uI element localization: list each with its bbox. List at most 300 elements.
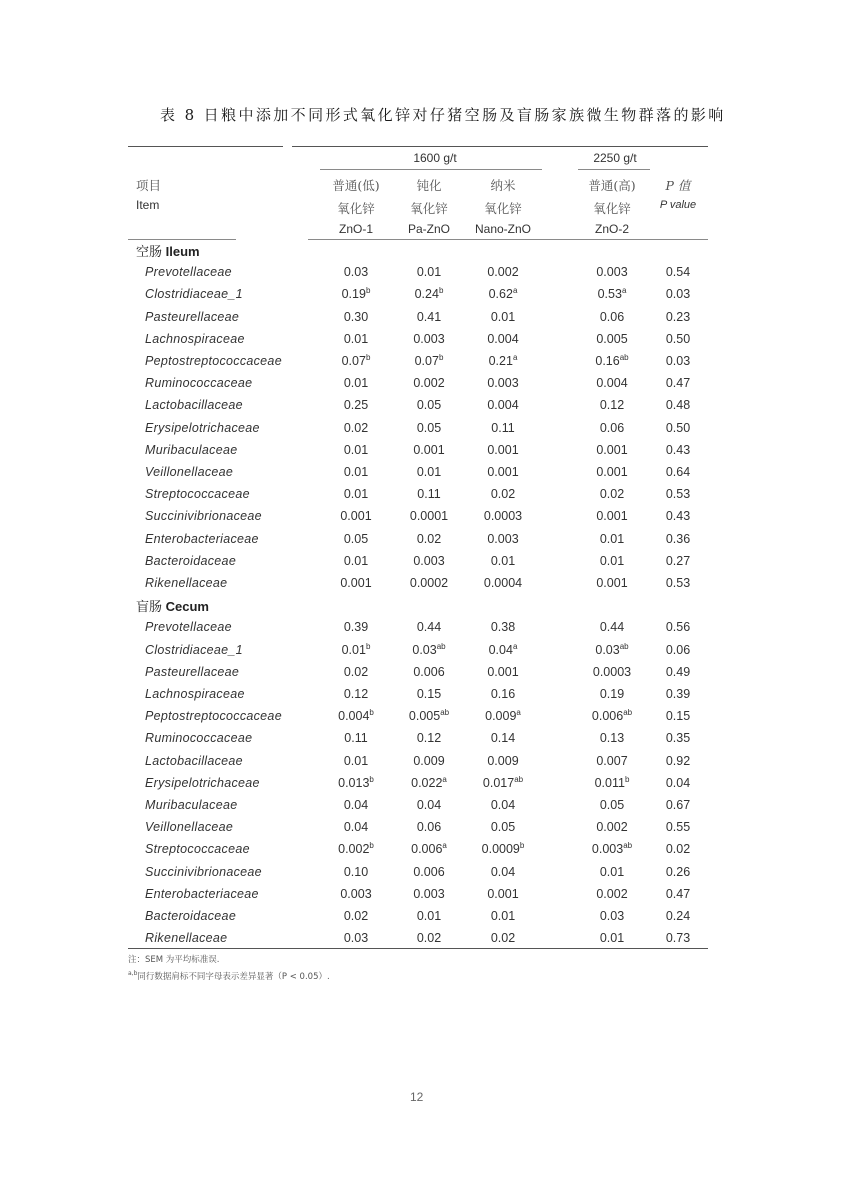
section-label-en: Ileum: [165, 244, 200, 259]
value-cell: [316, 465, 396, 479]
value-cell: [389, 487, 469, 501]
value-cell: [463, 709, 543, 723]
value-cell: [316, 310, 396, 324]
value-cell: [316, 665, 396, 679]
item-header-en: Item: [136, 198, 160, 212]
p-value-cell: 0.47: [665, 886, 691, 901]
family-name: Pasteurellaceae: [145, 309, 240, 324]
value-cell: [389, 665, 469, 679]
table-row: [0, 576, 848, 598]
value-cell: [463, 576, 543, 590]
family-name: Veillonellaceae: [145, 820, 234, 835]
value-cell: [389, 265, 469, 279]
family-name: Lactobacillaceae: [145, 398, 243, 413]
group-rule-1600: [320, 169, 542, 170]
cell-value: 0.01: [599, 864, 625, 879]
table-row: [0, 532, 848, 554]
value-cell: [463, 776, 543, 790]
family-name: Ruminococcaceae: [145, 731, 253, 746]
table-row: [0, 310, 848, 332]
value-cell: [463, 421, 543, 435]
footnote-text: 同行数据肩标不同字母表示差异显著（P < 0.05）.: [137, 972, 330, 982]
cell-value: 0.01: [341, 642, 366, 657]
table-row: [0, 620, 848, 642]
value-cell: [389, 532, 469, 546]
cell-value: 0.0009: [481, 842, 520, 857]
p-value-cell: 0.73: [665, 931, 691, 946]
cell-value: 0.44: [416, 620, 442, 635]
value-cell: [463, 754, 543, 768]
table-row: [0, 865, 848, 887]
cell-value: 0.009: [413, 753, 445, 768]
p-value-cell: 0.92: [665, 753, 691, 768]
cell-value: 0.0004: [483, 576, 523, 590]
value-cell: [389, 887, 469, 901]
cell-value: 0.07: [341, 354, 366, 368]
p-value-cell: 0.55: [665, 820, 691, 835]
cell-value: 0.19: [341, 287, 366, 302]
value-cell: [463, 931, 543, 945]
cell-value: 0.0003: [483, 509, 523, 524]
cell-value: 0.41: [416, 309, 442, 324]
significance-letter: a: [512, 641, 518, 651]
family-name: Lachnospiraceae: [145, 687, 245, 701]
cell-value: 0.001: [340, 509, 372, 524]
p-value-cell: 0.50: [665, 420, 691, 435]
table-row: [0, 465, 848, 487]
value-cell: [389, 731, 469, 745]
significance-letter: b: [438, 353, 444, 362]
p-value-cell: 0.48: [665, 398, 691, 413]
col1-header-cn2: 氧化锌: [337, 201, 375, 216]
cell-value: 0.005: [596, 331, 628, 346]
table-row: [0, 931, 848, 953]
col2-header-cn2: 氧化锌: [410, 201, 448, 216]
family-name: Streptococcaceae: [145, 487, 250, 502]
value-cell: [389, 354, 469, 368]
value-cell: [389, 931, 469, 945]
cell-value: 0.003: [413, 331, 445, 346]
cell-value: 0.0002: [409, 576, 449, 590]
cell-value: 0.13: [599, 731, 625, 746]
cell-value: 0.003: [340, 886, 372, 901]
cell-value: 0.01: [599, 553, 625, 568]
cell-value: 0.01: [343, 442, 369, 457]
cell-value: 0.05: [416, 420, 442, 435]
col3-header-cn1: 纳米: [490, 178, 516, 193]
family-name: Muribaculaceae: [145, 442, 238, 457]
p-value-cell: 0.27: [665, 553, 691, 568]
cell-value: 0.01: [343, 376, 369, 391]
section-header: [136, 596, 209, 615]
cell-value: 0.03: [595, 642, 620, 657]
family-name: Erysipelotrichaceae: [145, 420, 260, 435]
cell-value: 0.002: [596, 820, 628, 835]
significance-letter: a: [512, 353, 518, 362]
table-row: [0, 332, 848, 354]
value-cell: [389, 465, 469, 479]
p-value-cell: 0.06: [665, 642, 691, 657]
significance-letter: ab: [619, 353, 629, 362]
value-cell: [463, 665, 543, 679]
cell-value: 0.05: [343, 531, 369, 546]
cell-value: 0.01: [490, 909, 516, 923]
significance-letter: ab: [623, 708, 633, 718]
significance-letter: b: [369, 841, 374, 851]
significance-letter: ab: [514, 774, 524, 784]
cell-value: 0.009: [487, 753, 519, 768]
value-cell: [316, 576, 396, 590]
family-name: Clostridiaceae_1: [145, 642, 243, 657]
cell-value: 0.003: [591, 842, 624, 857]
cell-value: 0.001: [596, 465, 628, 479]
col2-header-cn1: 钝化: [416, 178, 442, 193]
family-name: Erysipelotrichaceae: [145, 775, 260, 790]
p-value-cell: 0.03: [665, 354, 691, 368]
value-cell: [316, 421, 396, 435]
cell-value: 0.04: [343, 820, 369, 835]
cell-value: 0.02: [490, 487, 516, 502]
family-name: Succinivibrionaceae: [145, 864, 262, 879]
value-cell: [463, 332, 543, 346]
value-cell: [316, 443, 396, 457]
cell-value: 0.01: [490, 309, 516, 324]
value-cell: [316, 820, 396, 834]
value-cell: [389, 687, 469, 701]
cell-value: 0.53: [597, 287, 622, 302]
cell-value: 0.12: [599, 398, 625, 413]
section-label-cn: 盲肠: [136, 600, 163, 616]
significance-letter: b: [369, 708, 374, 718]
table-row: [0, 354, 848, 376]
family-name: Prevotellaceae: [145, 620, 232, 635]
p-value-cell: 0.67: [665, 798, 691, 812]
significance-letter: a: [621, 286, 627, 296]
value-cell: [316, 354, 396, 368]
value-cell: [463, 865, 543, 879]
cell-value: 0.001: [596, 442, 628, 457]
cell-value: 0.01: [343, 553, 369, 568]
cell-value: 0.001: [413, 442, 445, 457]
table-row: [0, 709, 848, 731]
table-row: [0, 820, 848, 842]
cell-value: 0.004: [338, 709, 370, 724]
table-row: [0, 265, 848, 287]
family-name: Veillonellaceae: [145, 465, 234, 479]
bottom-rule: [128, 948, 708, 949]
cell-value: 0.04: [416, 798, 442, 812]
header-rule-right: [308, 239, 708, 240]
table-row: [0, 554, 848, 576]
cell-value: 0.009: [485, 709, 517, 724]
cell-value: 0.001: [340, 576, 372, 590]
cell-value: 0.022: [411, 775, 443, 790]
value-cell: [463, 509, 543, 523]
cell-value: 0.02: [416, 931, 442, 946]
cell-value: 0.04: [488, 642, 513, 657]
value-cell: [463, 398, 543, 412]
value-cell: [463, 487, 543, 501]
table-row: [0, 398, 848, 420]
significance-letter: a: [516, 708, 521, 718]
section-label-en: Cecum: [165, 599, 209, 615]
col1-header-cn1: 普通(低): [332, 178, 380, 193]
value-cell: [389, 376, 469, 390]
cell-value: 0.004: [487, 398, 519, 413]
section-label-cn: 空肠: [136, 245, 163, 260]
value-cell: [316, 554, 396, 568]
cell-value: 0.01: [343, 753, 369, 768]
significance-letter: ab: [623, 841, 633, 851]
cell-value: 0.01: [490, 553, 516, 568]
table-row: [0, 287, 848, 309]
table-row: [0, 731, 848, 753]
family-name: Lachnospiraceae: [145, 331, 245, 346]
value-cell: [463, 798, 543, 812]
cell-value: 0.24: [414, 287, 439, 302]
table-row: [0, 909, 848, 931]
cell-value: 0.003: [487, 376, 519, 391]
cell-value: 0.006: [411, 842, 443, 857]
header-rule-left: [128, 239, 236, 240]
family-name: Streptococcaceae: [145, 842, 250, 857]
p-value-cell: 0.53: [665, 576, 691, 590]
cell-value: 0.25: [343, 398, 369, 413]
value-cell: [316, 487, 396, 501]
cell-value: 0.002: [338, 842, 370, 857]
cell-value: 0.01: [416, 265, 442, 280]
p-value-cell: 0.24: [665, 909, 691, 923]
p-value-cell: 0.64: [665, 465, 691, 479]
p-value-cell: 0.26: [665, 864, 691, 879]
p-value-cell: 0.04: [665, 775, 691, 790]
cell-value: 0.01: [599, 931, 625, 946]
group-header-2250: 2250 g/t: [593, 151, 637, 165]
cell-value: 0.05: [416, 398, 442, 413]
cell-value: 0.12: [416, 731, 442, 746]
col3-header-cn2: 氧化锌: [484, 201, 522, 216]
family-name: Enterobacteriaceae: [145, 531, 259, 546]
cell-value: 0.01: [416, 909, 442, 923]
item-header-cn: 项目: [136, 178, 162, 193]
table-row: [0, 798, 848, 820]
cell-value: 0.003: [596, 265, 628, 280]
value-cell: [389, 865, 469, 879]
value-cell: [316, 532, 396, 546]
col4-header-cn2: 氧化锌: [593, 201, 631, 216]
footnote-sup: a,b: [128, 970, 138, 978]
cell-value: 0.01: [343, 465, 369, 479]
value-cell: [316, 865, 396, 879]
value-cell: [389, 709, 469, 723]
cell-value: 0.38: [490, 620, 516, 635]
value-cell: [463, 842, 543, 856]
table-row: [0, 376, 848, 398]
value-cell: [316, 687, 396, 701]
cell-value: 0.21: [488, 354, 513, 368]
value-cell: [316, 287, 396, 301]
cell-value: 0.02: [343, 420, 369, 435]
p-value-cell: 0.36: [665, 531, 691, 546]
significance-letter: b: [519, 841, 525, 851]
cell-value: 0.006: [413, 664, 445, 679]
p-value-cell: 0.54: [665, 265, 691, 280]
significance-letter: ab: [436, 641, 446, 651]
value-cell: [389, 776, 469, 790]
cell-value: 0.006: [413, 864, 445, 879]
significance-letter: b: [369, 774, 374, 784]
significance-letter: b: [365, 286, 371, 296]
cell-value: 0.30: [343, 309, 369, 324]
cell-value: 0.01: [343, 331, 369, 346]
cell-value: 0.02: [343, 909, 369, 923]
cell-value: 0.007: [596, 753, 628, 768]
p-value-cell: 0.47: [665, 376, 691, 391]
value-cell: [389, 287, 469, 301]
significance-letter: b: [365, 641, 371, 651]
value-cell: [316, 398, 396, 412]
cell-value: 0.003: [487, 531, 519, 546]
p-value-cell: 0.02: [665, 842, 691, 857]
cell-value: 0.01: [343, 487, 369, 502]
family-name: Peptostreptococcaceae: [145, 709, 282, 724]
value-cell: [316, 731, 396, 745]
cell-value: 0.06: [599, 309, 625, 324]
value-cell: [463, 887, 543, 901]
cell-value: 0.02: [490, 931, 516, 946]
footnote-sem: 注：SEM 为平均标准误.: [128, 955, 220, 965]
value-cell: [316, 931, 396, 945]
significance-letter: a: [442, 774, 447, 784]
value-cell: [463, 532, 543, 546]
value-cell: [389, 754, 469, 768]
p-header-en: P value: [659, 199, 697, 211]
value-cell: [316, 620, 396, 634]
cell-value: 0.44: [599, 620, 625, 635]
family-name: Enterobacteriaceae: [145, 886, 259, 901]
cell-value: 0.006: [591, 709, 624, 724]
p-value-cell: 0.43: [665, 509, 691, 524]
table-row: [0, 754, 848, 776]
value-cell: [316, 643, 396, 657]
value-cell: [389, 576, 469, 590]
cell-value: 0.004: [487, 331, 519, 346]
value-cell: [389, 620, 469, 634]
cell-value: 0.03: [343, 931, 369, 946]
value-cell: [389, 820, 469, 834]
family-name: Succinivibrionaceae: [145, 509, 262, 524]
cell-value: 0.14: [490, 731, 516, 746]
cell-value: 0.001: [487, 465, 519, 479]
table-row: [0, 776, 848, 798]
value-cell: [463, 354, 543, 368]
group-rule-2250: [578, 169, 650, 170]
family-name: Rikenellaceae: [145, 576, 228, 590]
cell-value: 0.05: [490, 820, 516, 835]
value-cell: [316, 709, 396, 723]
col2-header-code: Pa-ZnO: [407, 222, 450, 236]
value-cell: [463, 310, 543, 324]
table-row: [0, 443, 848, 465]
col1-header-code: ZnO-1: [338, 222, 373, 236]
value-cell: [463, 554, 543, 568]
cell-value: 0.011: [594, 775, 625, 790]
top-rule-left: [128, 146, 283, 147]
cell-value: 0.07: [414, 354, 439, 368]
value-cell: [389, 509, 469, 523]
value-cell: [316, 776, 396, 790]
p-value-cell: 0.23: [665, 309, 691, 324]
p-value-cell: 0.53: [665, 487, 691, 502]
significance-letter: a: [512, 286, 518, 296]
value-cell: [463, 620, 543, 634]
value-cell: [389, 798, 469, 812]
cell-value: 0.06: [416, 820, 442, 835]
family-name: Rikenellaceae: [145, 931, 228, 946]
value-cell: [463, 376, 543, 390]
value-cell: [389, 421, 469, 435]
significance-letter: ab: [619, 641, 629, 651]
cell-value: 0.02: [599, 487, 625, 502]
value-cell: [389, 398, 469, 412]
cell-value: 0.19: [599, 687, 625, 701]
cell-value: 0.002: [487, 265, 519, 280]
cell-value: 0.003: [413, 553, 445, 568]
col4-header-cn1: 普通(高): [588, 178, 636, 193]
cell-value: 0.0001: [409, 509, 449, 524]
cell-value: 0.12: [343, 687, 369, 701]
value-cell: [316, 887, 396, 901]
cell-value: 0.04: [490, 798, 516, 812]
family-name: Bacteroidaceae: [145, 909, 237, 923]
cell-value: 0.39: [343, 620, 369, 635]
cell-value: 0.0003: [592, 664, 632, 679]
cell-value: 0.005: [408, 709, 441, 724]
cell-value: 0.62: [488, 287, 513, 302]
group-header-1600: 1600 g/t: [413, 151, 457, 165]
table-row: [0, 665, 848, 687]
table-title: 表 8 日粮中添加不同形式氧化锌对仔猪空肠及盲肠家族微生物群落的影响: [160, 106, 726, 124]
family-name: Bacteroidaceae: [145, 553, 237, 568]
family-name: Muribaculaceae: [145, 798, 238, 812]
p-value-cell: 0.39: [665, 687, 691, 701]
cell-value: 0.017: [482, 775, 515, 790]
value-cell: [389, 443, 469, 457]
cell-value: 0.013: [338, 775, 370, 790]
cell-value: 0.03: [412, 642, 437, 657]
footnote-significance: [128, 970, 330, 982]
cell-value: 0.01: [416, 465, 442, 479]
cell-value: 0.06: [599, 420, 625, 435]
value-cell: [389, 332, 469, 346]
family-name: Clostridiaceae_1: [145, 287, 243, 302]
value-cell: [463, 265, 543, 279]
cell-value: 0.03: [343, 265, 369, 280]
value-cell: [463, 820, 543, 834]
cell-value: 0.15: [416, 687, 442, 701]
value-cell: [389, 310, 469, 324]
col3-header-code: Nano-ZnO: [474, 222, 532, 236]
significance-letter: b: [438, 286, 444, 296]
table-row: [0, 487, 848, 509]
cell-value: 0.004: [596, 376, 628, 391]
cell-value: 0.02: [416, 531, 442, 546]
value-cell: [463, 687, 543, 701]
value-cell: [389, 643, 469, 657]
family-name: Peptostreptococcaceae: [145, 354, 282, 368]
value-cell: [389, 909, 469, 923]
cell-value: 0.001: [487, 442, 519, 457]
